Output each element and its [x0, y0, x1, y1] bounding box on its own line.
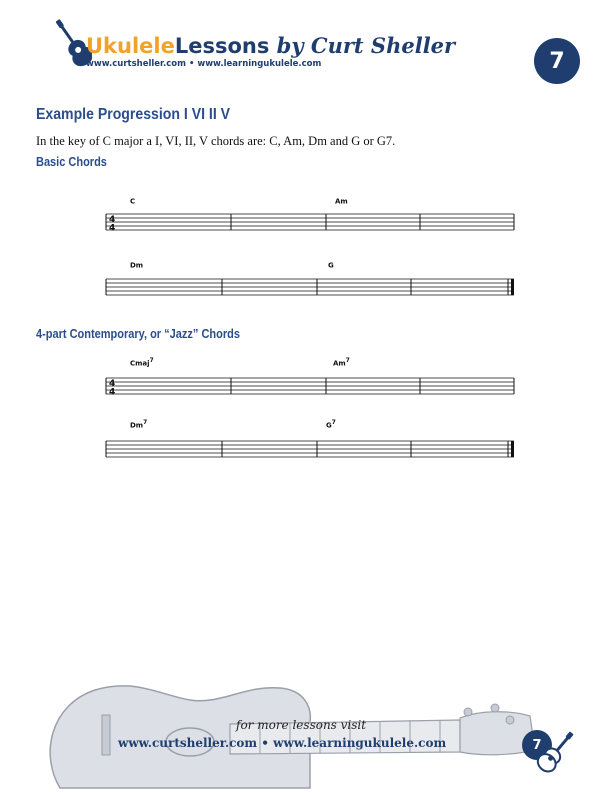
chord-symbol: Am$^7$ [333, 358, 350, 368]
ukulele-small-logo-icon [536, 726, 576, 776]
page-number-badge: 7 [534, 38, 580, 84]
brand-title [86, 33, 455, 58]
staff-basic-line1 [100, 205, 520, 235]
brand-author: by Curt Sheller [269, 33, 456, 58]
section-heading-basic: Basic Chords [36, 155, 107, 169]
chord-symbol: Am [335, 197, 348, 206]
time-signature-top: 4 [109, 215, 116, 225]
footer-page-number-badge: 7 [522, 730, 552, 760]
header-urls[interactable]: www.curtsheller.com • www.learningukulele.com [86, 59, 322, 69]
staff-jazz-line1 [100, 369, 520, 399]
staff-jazz-line2 [100, 432, 520, 462]
chord-symbol: Dm$^7$ [130, 420, 148, 430]
brand-lessons: Lessons [174, 34, 270, 58]
chord-symbol: Dm [130, 261, 144, 270]
chord-symbol: G [328, 261, 334, 270]
time-signature-top: 4 [109, 379, 116, 389]
chord-symbol: $G^7$ [326, 420, 336, 430]
brand-ukulele: Ukulele [86, 34, 175, 58]
chord-symbol: Cmaj$^7$ [130, 358, 154, 368]
page-title: Example Progression I VI II V [36, 106, 231, 123]
section-heading-jazz: 4-part Contemporary, or “Jazz” Chords [36, 327, 240, 341]
footer-visit-text: for more lessons visit [236, 718, 367, 732]
staff-basic-line2 [100, 270, 520, 300]
time-signature-bottom: 4 [109, 387, 116, 398]
chord-symbol: C [130, 197, 136, 206]
footer-urls[interactable]: www.curtsheller.com • www.learningukulele.com [118, 736, 447, 750]
intro-text: In the key of C major a I, VI, II, V chords are: C, Am, Dm and G or G7. [36, 134, 396, 148]
time-signature-bottom: 4 [109, 223, 116, 234]
